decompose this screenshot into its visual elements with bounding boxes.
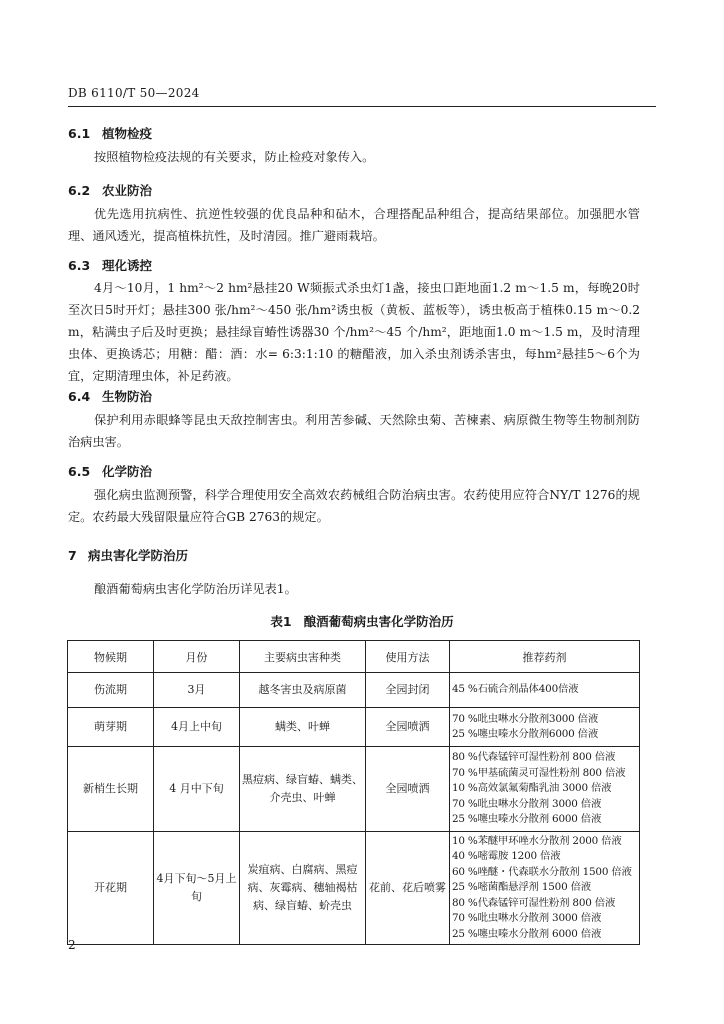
cell-month: 4月上中旬 [154,708,240,747]
section-number: 6.3 [68,258,91,273]
cell-pests: 炭疽病、白腐病、黑痘病、灰霉病、穗轴褐枯病、绿盲蝽、蚧壳虫 [240,832,366,945]
cell-pests: 螨类、叶蝉 [240,708,366,747]
section-heading-6-3 [68,256,152,274]
section-paragraph: 保护利用赤眼蜂等昆虫天敌控制害虫。利用苦参碱、天然除虫菊、苦楝素、病原微生物等生物制剂防治病虫害。 [68,413,640,449]
cell-phase: 萌芽期 [68,708,154,747]
section-paragraph: 按照植物检疫法规的有关要求，防止检疫对象传入。 [94,150,375,164]
standard-code: DB 6110/T 50—2024 [68,86,200,100]
pest-control-table [67,640,640,945]
chapter-title: 病虫害化学防治历 [88,548,189,563]
header-month: 月份 [154,641,240,673]
section-title: 生物防治 [102,389,153,404]
agent-line: 70 %甲基硫菌灵可湿性粉剂 800 倍液 [452,766,626,779]
table-caption [0,612,724,630]
agent-line: 40 %嘧霉胺 1200 倍液 [452,850,561,863]
agent-line: 10 %高效氯氟菊酯乳油 3000 倍液 [452,782,612,795]
cell-pests: 黑痘病、绿盲蝽、螨类、介壳虫、叶蝉 [240,747,366,832]
table-row [68,747,640,832]
table-caption-number: 表1 [270,614,292,629]
header-rule [68,106,656,107]
cell-method: 花前、花后喷雾 [366,832,450,945]
section-heading-6-4 [68,387,152,405]
cell-month: 3月 [154,673,240,708]
cell-agents [450,708,640,747]
header-phase: 物候期 [68,641,154,673]
agent-line: 25 %噻虫嗪水分散剂6000 倍液 [452,728,599,740]
agent-line: 70 %吡虫啉水分散剂3000 倍液 [452,712,599,725]
agent-line: 10 %苯醚甲环唑水分散剂 2000 倍液 [452,834,622,847]
table-caption-title: 酿酒葡萄病虫害化学防治历 [303,614,454,629]
section-number: 6.4 [68,389,91,404]
section-title: 理化诱控 [102,258,153,273]
section-number: 6.2 [68,183,91,198]
agent-line: 70 %吡虫啉水分散剂 3000 倍液 [452,912,602,925]
cell-method: 全园喷洒 [366,708,450,747]
section-paragraph: 4月～10月，1 hm²～2 hm²悬挂20 W频振式杀虫灯1盏，接虫口距地面1.2 m～1.5 m，每晚20时至次日5时开灯；悬挂300 张/hm²～450 张/hm²诱虫板（黄板、蓝板等），诱虫板高于植株0.15 m～0.2 m，粘满虫子后及时更换；悬挂绿盲蝽性诱器30 个/hm²～45 个/hm²，距地面1.0 m～1.5 m，及时清理虫体、更换诱芯；用糖：醋：酒：水= 6:3:1:10 的糖醋液，加入杀虫剂诱杀害虫，每hm²悬挂5～6个为宜，定期清理虫体，补足药液。 [68,281,640,383]
section-heading-6-5 [68,462,152,480]
table-header-row [68,641,640,673]
agent-line: 45 %石硫合剂晶体400倍液 [452,683,579,696]
agent-line: 25 %噻虫嗪水分散剂 6000 倍液 [452,813,602,826]
cell-agents [450,747,640,832]
section-number: 6.1 [68,126,91,141]
chapter-intro: 酿酒葡萄病虫害化学防治历详见表1。 [94,582,297,596]
section-number: 6.5 [68,464,91,479]
chapter-heading-7 [68,546,188,564]
section-paragraph: 优先选用抗病性、抗逆性较强的优良品种和砧木，合理搭配品种组合，提高结果部位。加强肥水管理、通风透光，提高植株抗性，及时清园。推广避雨栽培。 [68,207,640,243]
section-paragraph: 强化病虫监测预警，科学合理使用安全高效农药械组合防治病虫害。农药使用应符合NY/T 1276的规定。农药最大残留限量应符合GB 2763的规定。 [68,488,640,524]
page-number: 2 [68,938,76,952]
cell-agents [450,673,640,708]
section-heading-6-2 [68,181,152,199]
agent-line: 80 %代森锰锌可湿性粉剂 800 倍液 [452,896,616,909]
cell-pests: 越冬害虫及病原菌 [240,673,366,708]
section-title: 农业防治 [102,183,153,198]
chapter-number: 7 [68,548,77,563]
cell-phase: 伤流期 [68,673,154,708]
section-title: 化学防治 [102,464,153,479]
header-pests: 主要病虫害种类 [240,641,366,673]
table-row [68,708,640,747]
cell-agents [450,832,640,945]
header-agents: 推荐药剂 [450,641,640,673]
agent-line: 25 %嘧菌酯悬浮剂 1500 倍液 [452,881,591,894]
cell-phase: 新梢生长期 [68,747,154,832]
section-heading-6-1 [68,124,152,142]
cell-month: 4 月中下旬 [154,747,240,832]
agent-line: 25 %噻虫嗪水分散剂 6000 倍液 [452,927,602,940]
header-method: 使用方法 [366,641,450,673]
table-row [68,673,640,708]
cell-month: 4月下旬～5月上旬 [154,832,240,945]
cell-method: 全园喷洒 [366,747,450,832]
table-row [68,832,640,945]
agent-line: 60 %唑醚・代森联水分散剂 1500 倍液 [452,865,632,878]
cell-method: 全园封闭 [366,673,450,708]
cell-phase: 开花期 [68,832,154,945]
agent-line: 80 %代森锰锌可湿性粉剂 800 倍液 [452,751,616,764]
agent-line: 70 %吡虫啉水分散剂 3000 倍液 [452,797,602,810]
section-title: 植物检疫 [102,126,153,141]
